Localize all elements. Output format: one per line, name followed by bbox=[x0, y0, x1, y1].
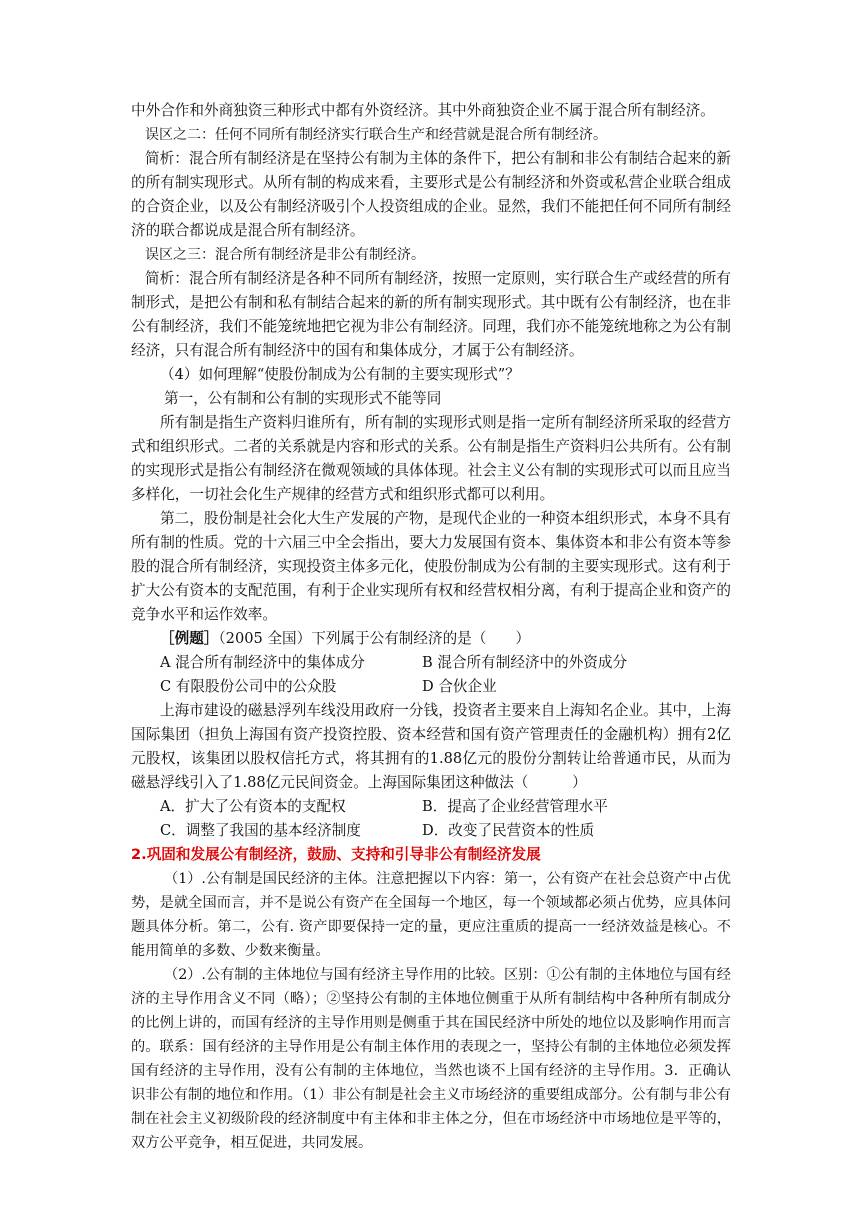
point-1-paragraph: 所有制是指生产资料归谁所有，所有制的实现形式则是指一定所有制经济所采取的经营方式和组织形式。二者的关系就是内容和形式的关系。公有制是指生产资料归公共所有。公有制的实现形式是指公有制经济在微观领域的具体体现。社会主义公有制的实现形式可以而且应当多样化，一切社会化生产规律的经营方式和组织形式都可以利用。 bbox=[131, 414, 731, 503]
example-options-row-2 bbox=[131, 675, 731, 699]
example-2-options-row-1 bbox=[131, 795, 731, 819]
section-2-title: 2.巩固和发展公有制经济，鼓励、支持和引导非公有制经济发展 bbox=[131, 846, 541, 863]
analysis-2-paragraph: 简析：混合所有制经济是在坚持公有制为主体的条件下，把公有制和非公有制结合起来的新的所有制实现形式。从所有制的构成来看，主要形式是公有制经济和外资或私营企业联合组成的合资企业，以及公有制经济吸引个人投资组成的企业。显然，我们不能把任何不同所有制经济的联合都说成是混合所有制经济。 bbox=[131, 150, 731, 239]
option-c: C 有限股份公司中的公众股 bbox=[160, 678, 337, 695]
example-question bbox=[131, 627, 731, 651]
example-label: ［例题］ bbox=[160, 630, 219, 647]
paragraph-continuation: 中外合作和外商独资三种形式中都有外资经济。其中外商独资企业不属于混合所有制经济。 bbox=[131, 102, 715, 119]
example-2-options-row-2 bbox=[131, 819, 731, 843]
example-2-paragraph: 上海市建设的磁悬浮列车线没用政府一分钱，投资者主要来自上海知名企业。其中，上海国际集团（担负上海国有资产投资控股、资本经营和国有资产管理责任的金融机构）拥有2亿元股权，该集团以股权信托方式，将其拥有的1.88亿元的股份分割转让给普通市民，从而为磁悬浮线引入了1.88亿元民间资金。上海国际集团这种做法（ ） bbox=[131, 702, 731, 791]
point-2-paragraph: 第二，股份制是社会化大生产发展的产物，是现代企业的一种资本组织形式，本身不具有所有制的性质。党的十六届三中全会指出，要大力发展国有资本、集体资本和非公有资本等参股的混合所有制经济，实现投资主体多元化，使股份制成为公有制的主要实现形式。这有利于扩大公有资本的支配范围，有利于企业实现所有权和经营权相分离，有利于提高企业和资产的竞争水平和运作效率。 bbox=[131, 510, 731, 623]
example-question-text: （2005 全国）下列属于公有制经济的是（ ） bbox=[218, 630, 531, 647]
option-2-b: B．提高了企业经营管理水平 bbox=[422, 798, 608, 815]
option-2-a: A．扩大了公有资本的支配权 bbox=[160, 798, 346, 815]
point-1-heading: 第一，公有制和公有制的实现形式不能等同 bbox=[164, 390, 442, 407]
option-d: D 合伙企业 bbox=[422, 678, 497, 695]
option-b: B 混合所有制经济中的外资成分 bbox=[422, 654, 628, 671]
option-2-c: C．调整了我国的基本经济制度 bbox=[160, 822, 361, 839]
option-2-d: D．改变了民营资本的性质 bbox=[422, 822, 595, 839]
misconception-3-heading: 误区之三：混合所有制经济是非公有制经济。 bbox=[145, 247, 425, 263]
example-options-row-1 bbox=[131, 651, 731, 675]
document-body bbox=[131, 99, 731, 1155]
question-4-heading: （4）如何理解“使股份制成为公有制的主要实现形式”？ bbox=[160, 366, 520, 383]
section-2-point-2: （2）.公有制的主体地位与国有经济主导作用的比较。区别：①公有制的主体地位与国有经济的主导作用含义不同（略）；②坚持公有制的主体地位侧重于从所有制结构中各种所有制成分的比例上讲的，而国有经济的主导作用则是侧重于其在国民经济中所处的地位以及影响作用而言的。联系：国有经济的主导作用是公有制主体作用的表现之一，坚持公有制的主体地位必须发挥国有经济的主导作用，没有公有制的主体地位，当然也谈不上国有经济的主导作用。3．正确认识非公有制的地位和作用。（1）非公有制是社会主义市场经济的重要组成部分。公有制与非公有制在社会主义初级阶段的经济制度中有主体和非主体之分，但在市场经济中市场地位是平等的，双方公平竞争，相互促进，共同发展。 bbox=[131, 967, 731, 1151]
section-2-point-1: （1）.公有制是国民经济的主体。注意把握以下内容：第一，公有资产在社会总资产中占优势，是就全国而言，并不是说公有资产在全国每一个地区，每一个领域都必须占优势，应具体问题具体分析。第二，公有. 资产即要保持一定的量，更应注重质的提高一一经济效益是核心。不能用简单的多数、少数来衡量。 bbox=[131, 871, 731, 959]
option-a: A 混合所有制经济中的集体成分 bbox=[160, 654, 365, 671]
misconception-2-heading: 误区之二：任何不同所有制经济实行联合生产和经营就是混合所有制经济。 bbox=[145, 127, 607, 143]
analysis-3-paragraph: 简析：混合所有制经济是各种不同所有制经济，按照一定原则，实行联合生产或经营的所有制形式，是把公有制和私有制结合起来的新的所有制实现形式。其中既有公有制经济，也在非公有制经济，我们不能笼统地把它视为非公有制经济。同理，我们亦不能笼统地称之为公有制经济，只有混合所有制经济中的国有和集体成分，才属于公有制经济。 bbox=[131, 270, 731, 359]
